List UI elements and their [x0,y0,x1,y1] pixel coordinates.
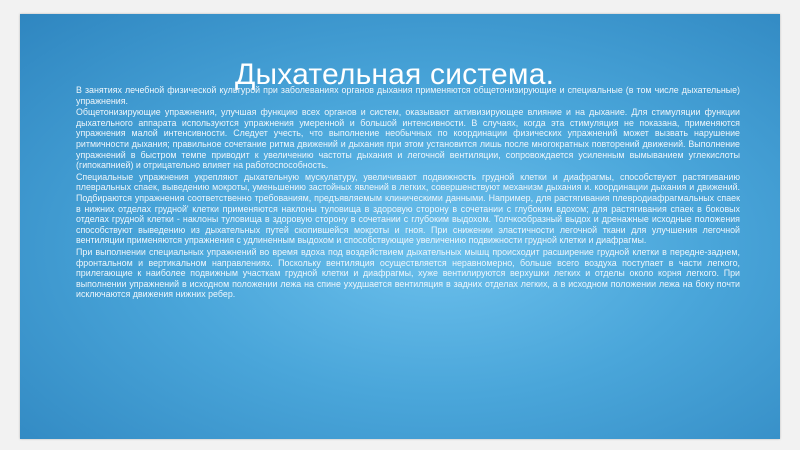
paragraph-general-exercises: Общетонизирующие упражнения, улучшая функцию всех органов и систем, оказывают активизирующее влияние и на дыхание. Для стимуляции функции дыхательного аппарата используются упражнения умеренной и большой интенсивности. В случаях, когда эта стимуляция не показана, применяются упражнения малой интенсивности. Следует учесть, что выполнение необычных по координации физических упражнений может вызвать нарушение ритмичности дыхания; правильное сочетание ритма движений и дыхания при этом установится лишь после многократных повторений движений. Выполнение упражнений в быстром темпе приводит к увеличению частоты дыхания и легочной вентиляции, сопровождается усиленным вымыванием углекислоты (гипокапнией) и отрицательно влияет на работоспособность. [76,107,740,171]
slide-body [76,85,740,301]
slide-title: Дыхательная система. [235,58,555,91]
paragraph-ventilation: При выполнении специальных упражнений во время вдоха под воздействием дыхательных мышц происходит расширение грудной клетки в передне-заднем, фронтальном и вертикальном направлениях. Поскольку вентиляция осуществляется неравномерно, больше всего воздуха поступает в части легкого, прилегающие к наиболее подвижным участкам грудной клетки и диафрагмы, хуже вентилируются верхушки легких и отделы около корня легкого. При выполнении упражнений в исходном положении лежа на спине ухудшается вентиляция в задних отделах легких, а в исходном положении лежа на боку почти исключаются движения нижних ребер. [76,246,740,300]
paragraph-intro: В занятиях лечебной физической культурой при заболеваниях органов дыхания применяются общетонизирующие и специальные (в том числе дыхательные) упражнения. [76,85,740,106]
slide [20,14,780,439]
paragraph-special-exercises: Специальные упражнения укрепляют дыхательную мускулатуру, увеличивают подвижность грудной клетки и диафрагмы, способствуют растягиванию плевральных спаек, выведению мокроты, уменьшению застойных явлений в легких, совершенствуют механизм дыхания и. координации дыхания и движений. Подбираются упражнения соответственно требованиям, предъявляемым клиническими данными. Например, для растягивания плевродиафрагмальных спаек в нижних отделах грудной' клетки применяются наклоны туловища в здоровую сторону в сочетании с глубоким вдохом; для растягивания спаек в боковых отделах грудной клетки - наклоны туловища в здоровую сторону в сочетании с глубоким выдохом. Толчкообразный выдох и дренажные исходные положения способствуют выведению из дыхательных путей скопившейся мокроты и гноя. При снижении эластичности легочной ткани для улучшения легочной вентиляции применяются упражнения с удлиненным выдохом и способствующие увеличению подвижности грудной клетки и диафрагмы. [76,171,740,246]
